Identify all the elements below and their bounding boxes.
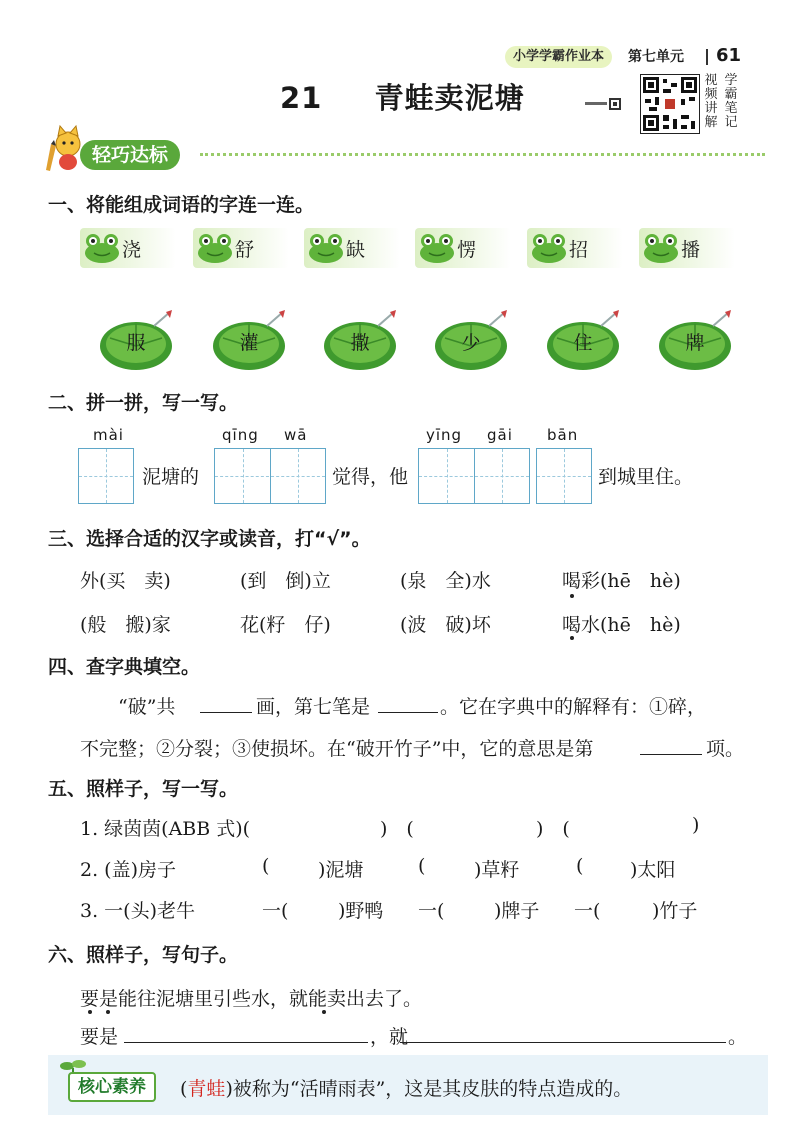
frog-char-card[interactable]	[304, 228, 400, 268]
q3-title: 三、选择合适的汉字或读音，打“√”。	[48, 528, 371, 550]
q3-r2-c3[interactable]: (波 破)坏	[400, 614, 491, 636]
pinyin-wa: wā	[284, 426, 308, 444]
section-badge: 轻巧达标	[80, 140, 180, 170]
q5-row3-open3[interactable]: 一(	[574, 900, 601, 922]
tian-box-mai[interactable]	[78, 448, 134, 504]
lesson-title	[280, 76, 525, 117]
q4-text-e: 项。	[706, 738, 745, 760]
core-literacy-text: (青蛙)被称为“活晴雨表”，这是其皮肤的特点造成的。	[180, 1078, 633, 1100]
q5-row2-open3[interactable]: (	[576, 855, 584, 877]
q4-text-a: “破”共	[118, 696, 176, 718]
q4-blank-item[interactable]	[640, 754, 702, 755]
tian-box-ban[interactable]	[536, 448, 592, 504]
frog-icon	[417, 231, 457, 265]
lesson-name: 青蛙卖泥塘	[374, 81, 525, 115]
q3-r1-c2[interactable]: (到 倒)立	[240, 570, 331, 592]
leaf-char: 少	[461, 332, 481, 354]
lotus-leaf-char-card[interactable]	[320, 310, 410, 374]
q5-row3-open2[interactable]: 一(	[418, 900, 445, 922]
q5-row1-end: )	[692, 814, 700, 836]
frog-icon	[306, 231, 346, 265]
lotus-leaf-char-card[interactable]	[96, 310, 186, 374]
lesson-number: 21	[280, 81, 323, 115]
tian-box-yinggai[interactable]	[418, 448, 530, 504]
frog-char-card[interactable]	[193, 228, 289, 268]
leaf-char: 灌	[239, 332, 259, 354]
pinyin-ying: yīng	[426, 426, 463, 444]
pinyin-ban: bān	[547, 426, 579, 444]
q5-row2-item1: )泥塘	[318, 859, 364, 881]
leaf-char: 牌	[685, 332, 705, 354]
q4-blank-seventh[interactable]	[378, 712, 438, 713]
q3-r1-c3[interactable]: (泉 全)水	[400, 570, 491, 592]
core-literacy-badge: 核心素养	[68, 1072, 156, 1102]
emphasis-dot	[322, 1010, 326, 1014]
frog-char: 愣	[457, 239, 477, 261]
q4-text-d: 不完整；②分裂；③使损坏。在“破开竹子”中，它的意思是第	[80, 738, 594, 760]
header-divider	[706, 49, 708, 65]
q1-title: 一、将能组成词语的字连一连。	[48, 194, 315, 216]
leaf-char: 服	[126, 332, 146, 354]
q4-blank-strokes[interactable]	[200, 712, 252, 713]
q6-example: 要是能往泥塘里引些水，就能卖出去了。	[80, 988, 423, 1010]
q3-r2-c2[interactable]: 花(籽 仔)	[240, 614, 331, 636]
frog-char: 播	[681, 239, 701, 261]
q3-r2-c1[interactable]: (般 搬)家	[80, 614, 171, 636]
q6-blank-1[interactable]	[124, 1042, 368, 1043]
q5-row3-example: 3. 一(头)老牛	[80, 900, 195, 922]
frog-icon	[641, 231, 681, 265]
q3-r1-c4[interactable]: 喝彩(hē hè)	[562, 570, 681, 592]
study-notes-label: 学 霸 笔 记	[724, 73, 738, 130]
frog-char: 浇	[122, 239, 142, 261]
pinyin-gai: gāi	[487, 426, 513, 444]
q3-r1-c1[interactable]: 外(买 卖)	[80, 570, 171, 592]
q2-title: 二、拼一拼，写一写。	[48, 392, 239, 414]
q5-row2-item2: )草籽	[474, 859, 520, 881]
q4-text-c: 。它在字典中的解释有：①碎，	[440, 696, 707, 718]
frog-icon	[82, 231, 122, 265]
cat-pencil-icon	[42, 124, 86, 172]
q5-row3-item3: )竹子	[652, 900, 698, 922]
frog-char-card[interactable]	[527, 228, 623, 268]
frog-icon	[529, 231, 569, 265]
lotus-leaf-char-card[interactable]	[431, 310, 521, 374]
q5-row1-sep2[interactable]: ) (	[536, 818, 570, 840]
q5-row3-item2: )牌子	[494, 900, 540, 922]
emphasis-dot	[88, 1010, 92, 1014]
frog-char-card[interactable]	[80, 228, 176, 268]
q4-title: 四、查字典填空。	[48, 656, 201, 678]
q5-row2-open2[interactable]: (	[418, 855, 426, 877]
tian-box-qingwa[interactable]	[214, 448, 326, 504]
q2-text-1: 泥塘的	[142, 466, 200, 488]
emphasis-dot	[106, 1010, 110, 1014]
q5-row3-item1: )野鸭	[338, 900, 384, 922]
q5-title: 五、照样子，写一写。	[48, 778, 239, 800]
q3-r2-c4[interactable]: 喝水(hē hè)	[562, 614, 681, 636]
q2-text-3: 到城里住。	[598, 466, 694, 488]
q6-text-c: 。	[728, 1026, 748, 1048]
q5-row2-example: 2. (盖)房子	[80, 859, 176, 881]
unit-label: 第七单元	[628, 49, 684, 65]
page-number: 61	[716, 45, 742, 66]
q4-text-b: 画，第七笔是	[256, 696, 371, 718]
small-qr-icon	[585, 96, 623, 114]
q6-title: 六、照样子，写句子。	[48, 944, 239, 966]
lotus-leaf-char-card[interactable]	[209, 310, 299, 374]
q2-text-2: 觉得，他	[332, 466, 409, 488]
frog-char: 招	[569, 239, 589, 261]
highlight-word: 青蛙	[187, 1078, 226, 1100]
leaf-char: 住	[573, 332, 593, 354]
q5-row1-sep1[interactable]: ) (	[380, 818, 414, 840]
video-explain-label: 视 频 讲 解	[704, 73, 718, 130]
frog-icon	[195, 231, 235, 265]
emphasis-dot	[570, 594, 574, 598]
frog-char: 缺	[346, 239, 366, 261]
frog-char-card[interactable]	[639, 228, 735, 268]
pinyin-qing: qīng	[222, 426, 259, 444]
qr-code-icon[interactable]	[640, 74, 700, 134]
lotus-leaf-char-card[interactable]	[543, 310, 633, 374]
frog-char: 舒	[235, 239, 255, 261]
leaf-char: 撒	[350, 332, 370, 354]
q6-blank-2[interactable]	[400, 1042, 726, 1043]
dotted-divider	[200, 153, 765, 156]
series-brand: 小学学霸作业本	[505, 46, 612, 68]
q5-row1-label: 1. 绿茵茵(ABB 式)(	[80, 818, 251, 840]
q6-text-b: ，就	[370, 1026, 409, 1048]
pinyin-mai: mài	[93, 426, 124, 444]
q6-text-a: 要是	[80, 1026, 119, 1048]
q5-row2-open1[interactable]: (	[262, 855, 270, 877]
lotus-leaf-char-card[interactable]	[655, 310, 745, 374]
q5-row2-item3: )太阳	[630, 859, 676, 881]
frog-char-card[interactable]	[415, 228, 511, 268]
q5-row3-open1[interactable]: 一(	[262, 900, 289, 922]
emphasis-dot	[570, 636, 574, 640]
